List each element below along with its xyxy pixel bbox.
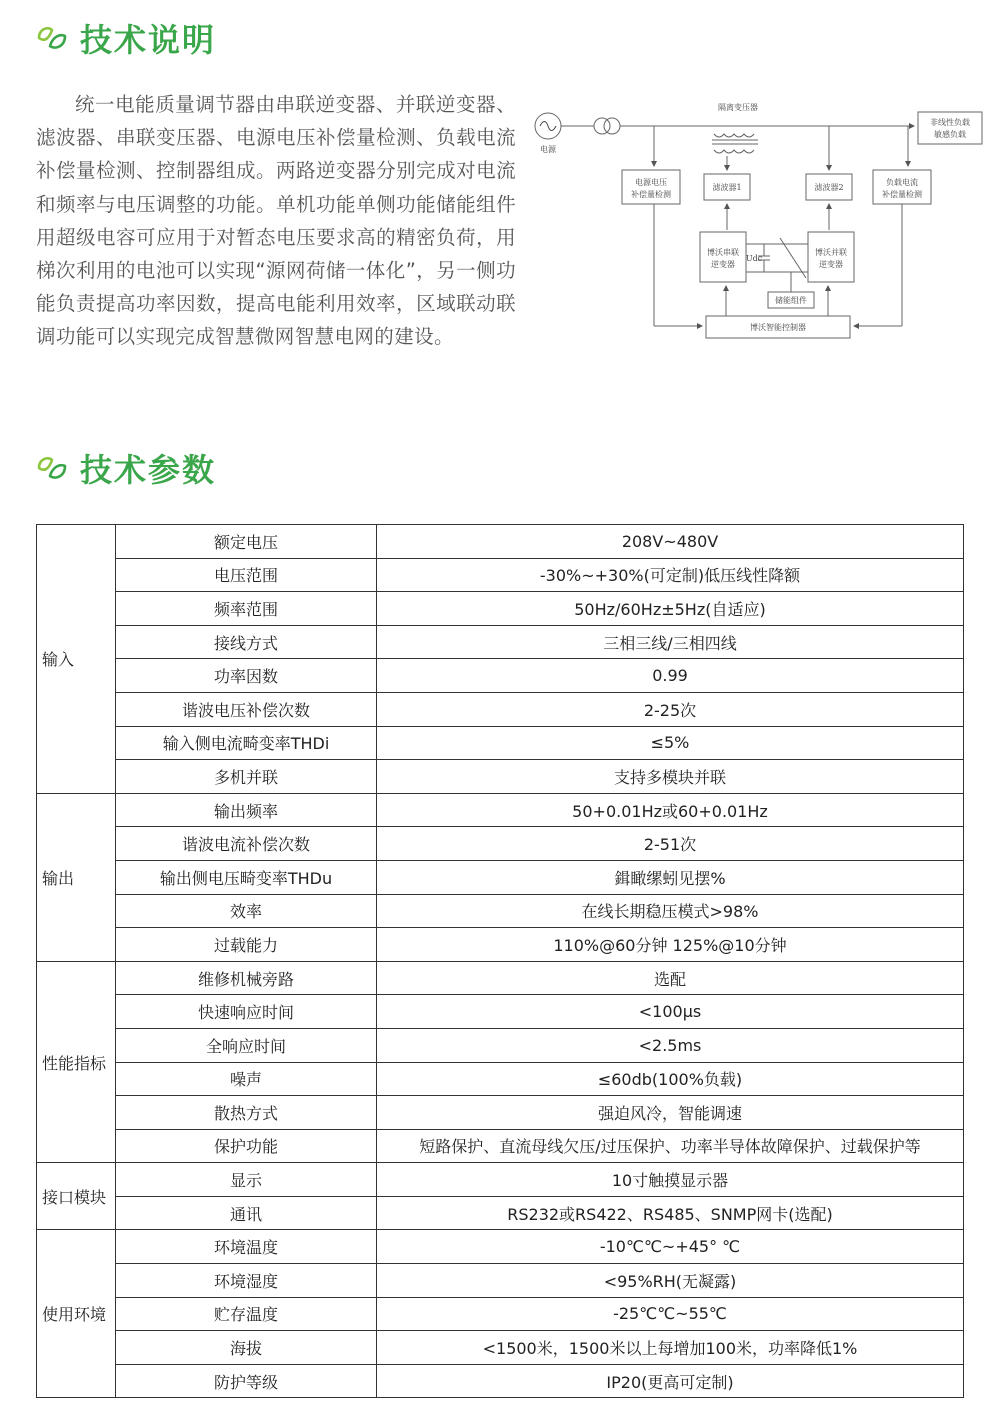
- table-row: [37, 928, 964, 962]
- diagram-filter2: 滤波器2: [814, 183, 844, 192]
- param-value: 选配: [377, 961, 964, 995]
- param-name: 通讯: [116, 1196, 377, 1230]
- diagram-src-detect-2: 补偿量检测: [631, 190, 671, 199]
- param-value: ≤60db(100%负载): [377, 1062, 964, 1096]
- param-name: 维修机械旁路: [116, 961, 377, 995]
- diagram-series-inv-1: 博沃串联: [707, 248, 739, 257]
- param-name: 环境湿度: [116, 1264, 377, 1298]
- param-name: 谐波电压补偿次数: [116, 692, 377, 726]
- table-row: [37, 1331, 964, 1365]
- param-value: <1500米，1500米以上每增加100米，功率降低1%: [377, 1331, 964, 1365]
- param-name: 多机并联: [116, 760, 377, 794]
- param-value: 50+0.01Hz或60+0.01Hz: [377, 793, 964, 827]
- diagram-source-label: 电源: [540, 145, 556, 154]
- param-name: 散热方式: [116, 1096, 377, 1130]
- param-value: RS232或RS422、RS485、SNMP网卡(选配): [377, 1196, 964, 1230]
- param-value: -30%~+30%(可定制)低压线性降额: [377, 558, 964, 592]
- param-value: <100μs: [377, 995, 964, 1029]
- diagram-src-detect-1: 电源电压: [635, 178, 667, 187]
- table-row: [37, 860, 964, 894]
- diagram-load-label-1: 非线性负载: [930, 118, 970, 127]
- param-name: 显示: [116, 1163, 377, 1197]
- param-value: 0.99: [377, 659, 964, 693]
- section-title-text: 技术参数: [80, 451, 217, 489]
- param-name: 保护功能: [116, 1129, 377, 1163]
- diagram-filter1: 滤波器1: [712, 183, 742, 192]
- param-value: 三相三线/三相四线: [377, 625, 964, 659]
- param-name: 噪声: [116, 1062, 377, 1096]
- intro-paragraph: 统一电能质量调节器由串联逆变器、并联逆变器、滤波器、串联变压器、电源电压补偿量检测、负载电流补偿量检测、控制器组成。两路逆变器分别完成对电流和频率与电压调整的功能。单机功能单侧功能储能组件用超级电容可应用于对暂态电压要求高的精密负荷，用梯次利用的电池可以实现“源网荷储一体化”，另一侧功能负责提高功率因数，提高电能利用效率，区域联动联调功能可以实现完成智慧微网智慧电网的建设。: [36, 93, 516, 349]
- table-row: [37, 1062, 964, 1096]
- param-name: 频率范围: [116, 592, 377, 626]
- table-row: [37, 1264, 964, 1298]
- diagram-controller: 博沃智能控制器: [750, 323, 806, 332]
- table-row: [37, 894, 964, 928]
- leaf-icon: [36, 24, 68, 52]
- section-title-params: [36, 446, 216, 490]
- param-value: 在线长期稳压模式>98%: [377, 894, 964, 928]
- param-value: IP20(更高可定制): [377, 1364, 964, 1398]
- table-row: [37, 692, 964, 726]
- param-name: 过载能力: [116, 928, 377, 962]
- table-row: [37, 659, 964, 693]
- param-value: ≤5%: [377, 726, 964, 760]
- param-name: 额定电压: [116, 525, 377, 559]
- param-name: 功率因数: [116, 659, 377, 693]
- table-row: [37, 961, 964, 995]
- group-label: 输入: [37, 525, 116, 794]
- table-row: [37, 625, 964, 659]
- param-value: 鍓瞰缧蚓见摆%: [377, 860, 964, 894]
- table-row: [37, 1364, 964, 1398]
- param-name: 输出侧电压畸变率THDu: [116, 860, 377, 894]
- group-label: 接口模块: [37, 1163, 116, 1230]
- table-row: [37, 1163, 964, 1197]
- table-row: [37, 827, 964, 861]
- param-value: 10寸触摸显示器: [377, 1163, 964, 1197]
- group-label: 输出: [37, 793, 116, 961]
- table-row: [37, 558, 964, 592]
- group-label: 性能指标: [37, 961, 116, 1163]
- diagram-load-detect-2: 补偿量检测: [882, 190, 922, 199]
- table-row: [37, 995, 964, 1029]
- parameter-table: [36, 524, 964, 1398]
- diagram-transformer-label: 隔离变压器: [718, 103, 758, 112]
- param-name: 贮存温度: [116, 1297, 377, 1331]
- param-name: 效率: [116, 894, 377, 928]
- diagram-parallel-inv-1: 博沃并联: [815, 248, 847, 257]
- table-row: [37, 1028, 964, 1062]
- diagram-series-inv-2: 逆变器: [711, 260, 735, 269]
- param-value: 50Hz/60Hz±5Hz(自适应): [377, 592, 964, 626]
- table-row: [37, 1230, 964, 1264]
- table-row: [37, 760, 964, 794]
- param-value: -10℃℃~+45° ℃: [377, 1230, 964, 1264]
- table-row: [37, 1297, 964, 1331]
- param-name: 全响应时间: [116, 1028, 377, 1062]
- section-title-description: [36, 16, 216, 60]
- param-value: 208V~480V: [377, 525, 964, 559]
- table-row: [37, 726, 964, 760]
- group-label: 使用环境: [37, 1230, 116, 1398]
- param-value: 110%@60分钟 125%@10分钟: [377, 928, 964, 962]
- diagram-udc: Udc: [745, 254, 763, 263]
- param-value: 短路保护、直流母线欠压/过压保护、功率半导体故障保护、过载保护等: [377, 1129, 964, 1163]
- table-row: [37, 1196, 964, 1230]
- param-name: 防护等级: [116, 1364, 377, 1398]
- diagram-load-detect-1: 负载电流: [886, 178, 918, 187]
- param-name: 输出频率: [116, 793, 377, 827]
- param-value: <95%RH(无凝露): [377, 1264, 964, 1298]
- param-value: <2.5ms: [377, 1028, 964, 1062]
- current-transformer-icon: [594, 118, 610, 134]
- table-row: [37, 1129, 964, 1163]
- param-name: 谐波电流补偿次数: [116, 827, 377, 861]
- param-name: 电压范围: [116, 558, 377, 592]
- param-name: 海拔: [116, 1331, 377, 1365]
- table-row: [37, 1096, 964, 1130]
- table-row: [37, 525, 964, 559]
- param-value: -25℃℃~55℃: [377, 1297, 964, 1331]
- leaf-icon: [36, 454, 68, 482]
- table-row: [37, 793, 964, 827]
- diagram-storage: 储能组件: [775, 296, 807, 305]
- param-value: 2-25次: [377, 692, 964, 726]
- param-name: 环境温度: [116, 1230, 377, 1264]
- param-value: 支持多模块并联: [377, 760, 964, 794]
- param-value: 2-51次: [377, 827, 964, 861]
- diagram-load-label-2: 敏感负载: [934, 130, 966, 139]
- param-name: 快速响应时间: [116, 995, 377, 1029]
- section-title-text: 技术说明: [80, 21, 217, 59]
- param-value: 强迫风冷，智能调速: [377, 1096, 964, 1130]
- param-name: 接线方式: [116, 625, 377, 659]
- block-diagram: [528, 100, 988, 350]
- table-row: [37, 592, 964, 626]
- diagram-parallel-inv-2: 逆变器: [819, 260, 843, 269]
- param-name: 输入侧电流畸变率THDi: [116, 726, 377, 760]
